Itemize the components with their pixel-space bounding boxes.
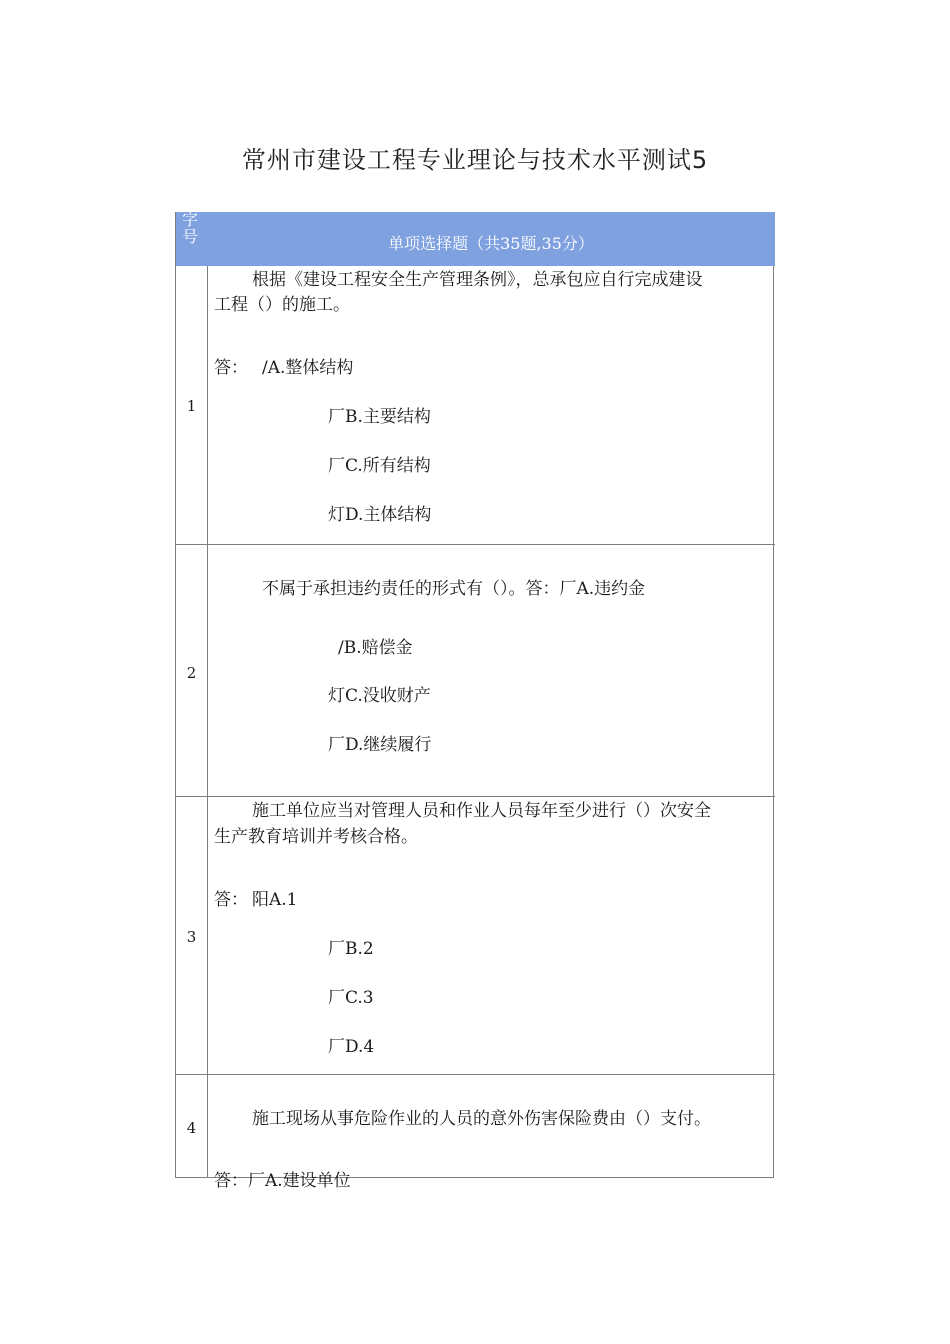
option-b[interactable]: 厂B.主要结构	[328, 407, 431, 427]
option-d[interactable]: 灯D.主体结构	[328, 505, 432, 525]
question-stem: 根据《建设工程安全生产管理条例》，总承包应自行完成建设	[252, 270, 703, 290]
option-d[interactable]: 厂D.4	[328, 1037, 375, 1057]
question-number: 4	[186, 1119, 197, 1137]
option-b[interactable]: /B.赔偿金	[338, 638, 413, 658]
question-stem: 不属于承担违约责任的形式有（）。答：厂A.违约金	[262, 579, 646, 599]
question-number: 1	[186, 397, 197, 415]
answer-label: 答：	[214, 890, 248, 910]
option-d[interactable]: 厂D.继续履行	[328, 735, 432, 755]
answer-label: 答：	[214, 358, 248, 378]
row-divider	[176, 796, 775, 797]
question-table	[175, 210, 774, 1191]
option-c[interactable]: 厂C.所有结构	[328, 456, 431, 476]
question-number: 2	[186, 664, 197, 682]
row-divider	[176, 1074, 775, 1075]
document-title: 常州市建设工程专业理论与技术水平测试5	[241, 146, 709, 174]
answer-line-partial: 答：厂A.建设单位	[214, 1171, 351, 1191]
option-c[interactable]: 灯C.没收财产	[328, 686, 431, 706]
column-divider	[207, 266, 208, 1177]
question-stem: 施工单位应当对管理人员和作业人员每年至少进行（）次安全	[252, 801, 711, 821]
table-header	[176, 212, 775, 266]
header-number-label: 字号	[181, 210, 198, 246]
option-a[interactable]: 阳A.1	[252, 890, 298, 910]
question-stem: 生产教育培训并考核合格。	[214, 827, 418, 847]
row-divider	[176, 544, 775, 545]
option-c[interactable]: 厂C.3	[328, 988, 374, 1008]
question-stem: 施工现场从事危险作业的人员的意外伤害保险费由（）支付。	[252, 1109, 711, 1129]
question-stem: 工程（）的施工。	[214, 295, 350, 315]
option-a[interactable]: /A.整体结构	[262, 358, 354, 378]
header-section-title: 单项选择题（共35题,35分）	[388, 234, 594, 253]
option-b[interactable]: 厂B.2	[328, 939, 374, 959]
question-number: 3	[186, 928, 197, 946]
